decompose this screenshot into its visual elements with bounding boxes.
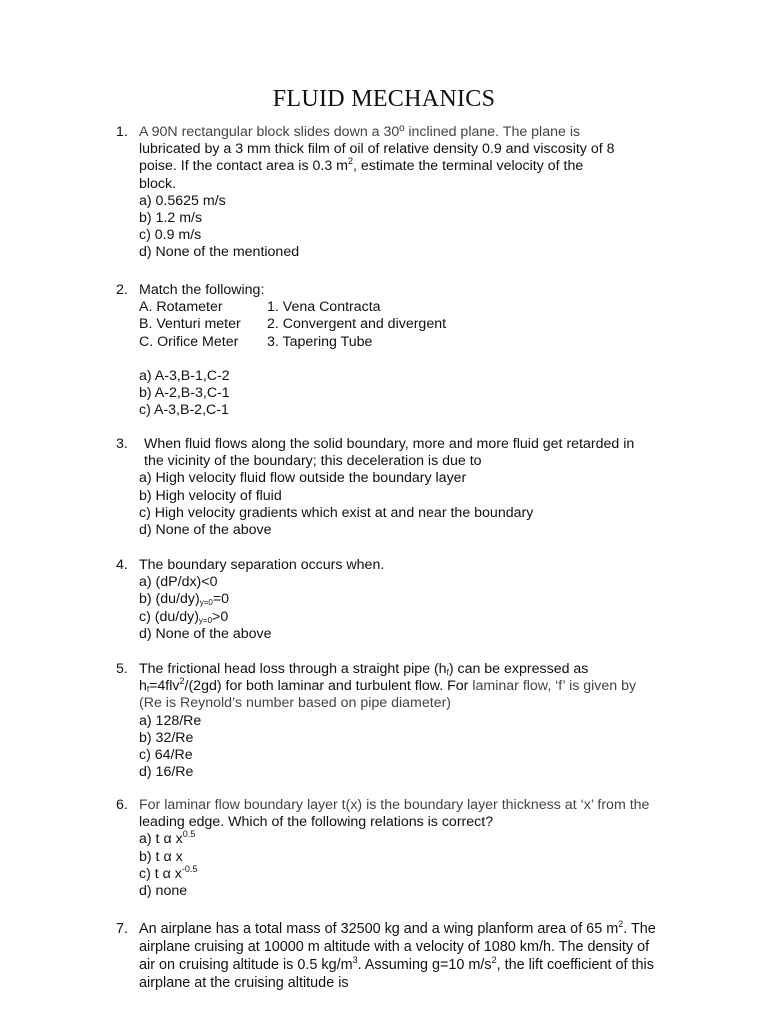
option-c: c) High velocity gradients which exist at and near the boundary <box>139 504 534 521</box>
option-d: d) 16/Re <box>139 764 194 781</box>
question-text: poise. If the contact area is 0.3 $m^2$, estimate the terminal velocity of the <box>139 156 584 175</box>
question-number: 4. <box>116 557 128 573</box>
option-c: c) $(du/dy)_{y=0}>0$ <box>139 608 229 625</box>
match-left: C. Orifice Meter <box>139 333 239 350</box>
match-row <box>139 316 676 333</box>
question-text: Match the following: <box>139 282 265 298</box>
question-number: 2. <box>116 282 128 298</box>
option-c: c) 64/Re <box>139 747 193 764</box>
page-title: FLUID MECHANICS <box>272 86 496 112</box>
question-text: leading edge. Which of the following relations is correct? <box>139 814 494 831</box>
question-text: lubricated by a 3 mm thick film of oil of relative density 0.9 and viscosity of 8 <box>139 141 615 158</box>
question-2 <box>116 282 676 419</box>
option-c: c) t α $x^{-0.5}$ <box>139 863 198 882</box>
option-a: a) 128/Re <box>139 712 202 729</box>
match-row <box>139 299 676 316</box>
match-left: B. Venturi meter <box>139 316 241 333</box>
question-4 <box>116 557 676 643</box>
option-d: d) None of the above <box>139 522 272 539</box>
question-3 <box>116 436 696 539</box>
option-c: c) 0.9 m/s <box>139 227 202 244</box>
option-a: a) High velocity fluid flow outside the boundary layer <box>139 470 467 487</box>
match-left: A. Rotameter <box>139 299 223 316</box>
option-b: b) 32/Re <box>139 729 194 746</box>
question-number: 6. <box>116 797 128 813</box>
question-text: airplane cruising at 10000 m altitude with a velocity of 1080 km/h. The density of <box>139 939 650 955</box>
match-right: 2. Convergent and divergent <box>267 316 447 333</box>
option-b: b) t α x <box>139 848 183 865</box>
option-c: c) A-3,B-2,C-1 <box>139 402 229 419</box>
option-b: b) 1.2 m/s <box>139 210 203 227</box>
question-text: For laminar flow boundary layer t(x) is the boundary layer thickness at ‘x’ from the <box>139 797 650 813</box>
question-text: An airplane has a total mass of 32500 kg and a wing planform area of 65 $m^2$. The <box>139 919 656 937</box>
question-5 <box>116 661 696 781</box>
question-text: air on cruising altitude is 0.5 $kg/m^3$. Assuming g=10 $m/s^2$, the lift coefficient of this <box>139 955 654 973</box>
question-7 <box>116 920 696 992</box>
option-a: a) A-3,B-1,C-2 <box>139 367 230 384</box>
question-6 <box>116 797 696 900</box>
question-text: the vicinity of the boundary; this deceleration is due to <box>144 453 482 470</box>
question-text: When fluid flows along the solid boundary, more and more fluid get retarded in <box>144 436 635 452</box>
option-b: b) High velocity of fluid <box>139 487 282 504</box>
option-d: d) None of the mentioned <box>139 244 300 261</box>
question-number: 7. <box>116 921 129 937</box>
option-b: b) $(du/dy)_{y=0}=0$ <box>139 591 230 608</box>
question-text: airplane at the cruising altitude is <box>139 975 349 991</box>
question-text: (Re is Reynold’s number based on pipe diameter) <box>139 695 452 712</box>
option-a: a) (dP/dx)<0 <box>139 574 218 591</box>
question-number: 1. <box>116 124 128 140</box>
question-text: block. <box>139 175 177 192</box>
match-row <box>139 334 676 351</box>
match-right: 3. Tapering Tube <box>267 333 373 350</box>
question-text: The boundary separation occurs when. <box>139 557 385 573</box>
option-b: b) A-2,B-3,C-1 <box>139 385 230 402</box>
option-d: d) none <box>139 883 188 900</box>
option-d: d) None of the above <box>139 625 272 642</box>
question-1 <box>116 124 676 262</box>
question-text: The frictional head loss through a straight pipe $(h_f)$ can be expressed as <box>139 661 589 677</box>
question-number: 5. <box>116 661 128 677</box>
question-text: A 90N rectangular block slides down a 30º inclined plane. The plane is <box>139 124 581 140</box>
option-a: a) 0.5625 m/s <box>139 192 226 209</box>
question-text: $h_f=4flv^2/(2gd)$ for both laminar and turbulent flow. For laminar flow, ‘f’ is given by <box>139 676 637 695</box>
option-a: a) t α $x^{0.5}$ <box>139 829 196 848</box>
match-right: 1. Vena Contracta <box>267 299 381 316</box>
question-number: 3. <box>116 436 128 452</box>
